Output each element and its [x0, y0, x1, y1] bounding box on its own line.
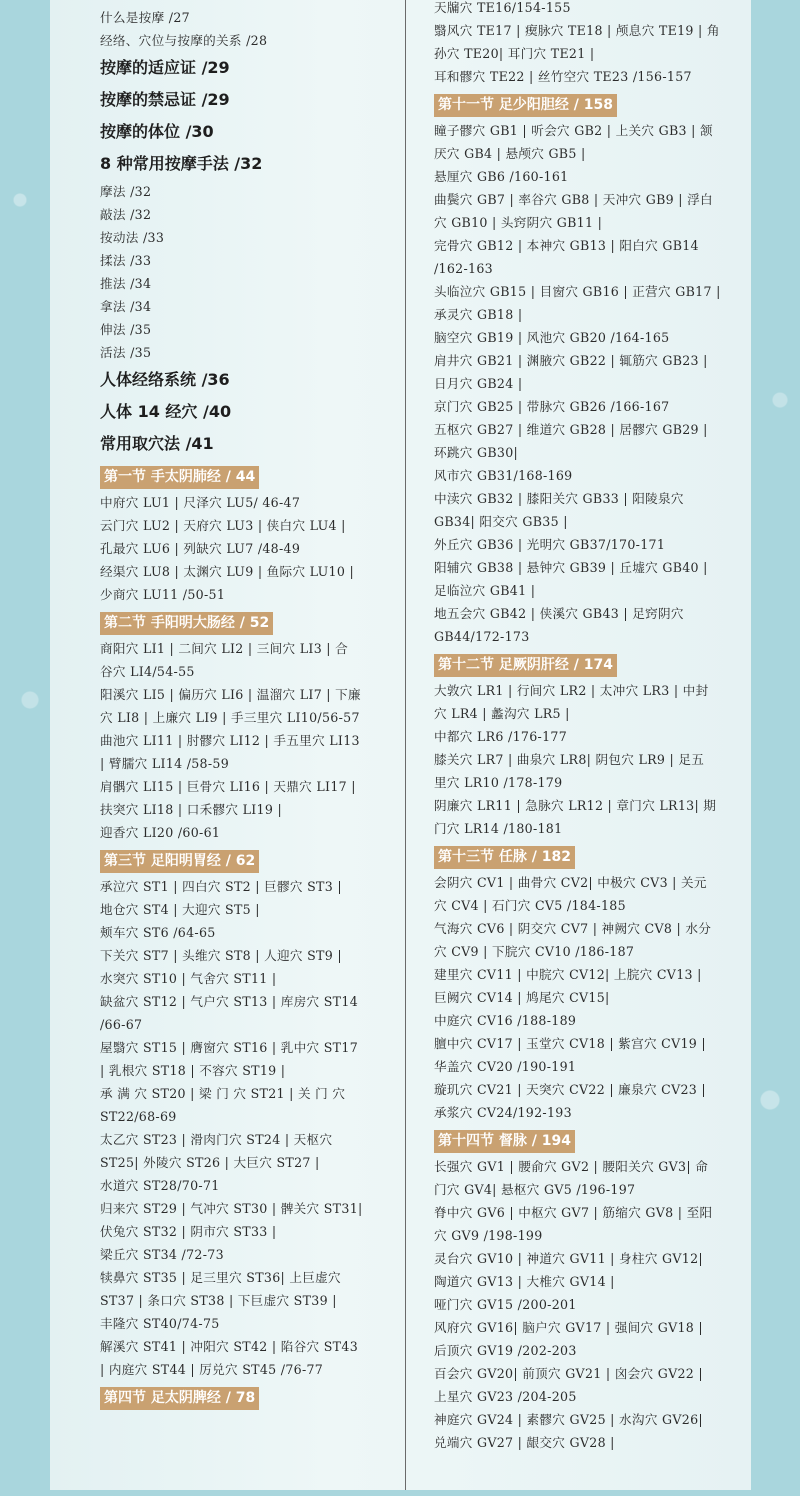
toc-entry[interactable]: ST25| 外陵穴 ST26 | 大巨穴 ST27 | [100, 1155, 320, 1170]
toc-entry[interactable]: 外丘穴 GB36 | 光明穴 GB37/170-171 [434, 537, 666, 552]
toc-entry[interactable]: 阳溪穴 LI5 | 偏历穴 LI6 | 温溜穴 LI7 | 下廉 [100, 687, 361, 702]
toc-entry[interactable]: 门穴 GV4| 悬枢穴 GV5 /196-197 [434, 1182, 636, 1197]
section-header-row [100, 606, 390, 637]
toc-entry[interactable]: 云门穴 LU2 | 天府穴 LU3 | 侠白穴 LU4 | [100, 518, 346, 533]
column-divider [405, 0, 406, 1490]
toc-entry[interactable]: 肩髃穴 LI15 | 巨骨穴 LI16 | 天鼎穴 LI17 | [100, 779, 356, 794]
toc-entry[interactable]: 瞳子髎穴 GB1 | 听会穴 GB2 | 上关穴 GB3 | 颔 [434, 123, 713, 138]
toc-entry[interactable]: 风府穴 GV16| 脑户穴 GV17 | 强间穴 GV18 | [434, 1320, 703, 1335]
section-header[interactable]: 第十三节 任脉 / 182 [434, 846, 575, 869]
toc-entry[interactable]: 什么是按摩 /27 [100, 10, 190, 25]
toc-entry[interactable]: 翳风穴 TE17 | 瘈脉穴 TE18 | 颅息穴 TE19 | 角 [434, 23, 720, 38]
toc-entry[interactable]: 穴 LR4 | 蠡沟穴 LR5 | [434, 706, 570, 721]
toc-entry[interactable]: 长强穴 GV1 | 腰俞穴 GV2 | 腰阳关穴 GV3| 命 [434, 1159, 709, 1174]
toc-topic-entry[interactable]: 按摩的禁忌证 /29 [100, 90, 230, 109]
toc-entry[interactable]: 环跳穴 GB30| [434, 445, 519, 460]
toc-topic-entry[interactable]: 人体经络系统 /36 [100, 370, 230, 389]
toc-entry[interactable]: 水道穴 ST28/70-71 [100, 1178, 220, 1193]
toc-entry[interactable]: 璇玑穴 CV21 | 天突穴 CV22 | 廉泉穴 CV23 | [434, 1082, 706, 1097]
toc-entry[interactable]: 孔最穴 LU6 | 列缺穴 LU7 /48-49 [100, 541, 301, 556]
toc-entry[interactable]: 解溪穴 ST41 | 冲阳穴 ST42 | 陷谷穴 ST43 [100, 1339, 359, 1354]
section-header[interactable]: 第三节 足阳明胃经 / 62 [100, 850, 259, 873]
toc-entry[interactable]: 承 满 穴 ST20 | 梁 门 穴 ST21 | 关 门 穴 [100, 1086, 346, 1101]
toc-entry[interactable]: 下关穴 ST7 | 头维穴 ST8 | 人迎穴 ST9 | [100, 948, 342, 963]
toc-entry[interactable]: 巨阙穴 CV14 | 鸠尾穴 CV15| [434, 990, 610, 1005]
toc-entry[interactable]: 哑门穴 GV15 /200-201 [434, 1297, 577, 1312]
toc-entry[interactable]: 活法 /35 [100, 345, 152, 360]
section-header-row [100, 460, 390, 491]
toc-entry[interactable]: 承浆穴 CV24/192-193 [434, 1105, 572, 1120]
toc-entry[interactable]: 膻中穴 CV17 | 玉堂穴 CV18 | 紫宫穴 CV19 | [434, 1036, 706, 1051]
toc-entry[interactable]: 神庭穴 GV24 | 素髎穴 GV25 | 水沟穴 GV26| [434, 1412, 703, 1427]
toc-entry[interactable]: 承泣穴 ST1 | 四白穴 ST2 | 巨髎穴 ST3 | [100, 879, 342, 894]
toc-entry[interactable]: 建里穴 CV11 | 中脘穴 CV12| 上脘穴 CV13 | [434, 967, 702, 982]
toc-entry[interactable]: 阳辅穴 GB38 | 悬钟穴 GB39 | 丘墟穴 GB40 | [434, 560, 708, 575]
toc-topic-entry[interactable]: 按摩的适应证 /29 [100, 58, 230, 77]
toc-entry[interactable]: 膝关穴 LR7 | 曲泉穴 LR8| 阴包穴 LR9 | 足五 [434, 752, 705, 767]
toc-topic-entry[interactable]: 常用取穴法 /41 [100, 434, 214, 453]
toc-entry[interactable]: 伏兔穴 ST32 | 阴市穴 ST33 | [100, 1224, 277, 1239]
toc-entry[interactable]: 揉法 /33 [100, 253, 152, 268]
section-header-row [100, 844, 390, 875]
toc-entry[interactable]: 脑空穴 GB19 | 风池穴 GB20 /164-165 [434, 330, 670, 345]
toc-entry[interactable]: ST37 | 条口穴 ST38 | 下巨虚穴 ST39 | [100, 1293, 337, 1308]
section-header-row [434, 1124, 724, 1155]
toc-entry[interactable]: 颊车穴 ST6 /64-65 [100, 925, 216, 940]
toc-entry[interactable]: GB34| 阳交穴 GB35 | [434, 514, 568, 529]
toc-entry[interactable]: 穴 CV4 | 石门穴 CV5 /184-185 [434, 898, 626, 913]
toc-entry[interactable]: /162-163 [434, 261, 493, 276]
toc-topic-entry[interactable]: 人体 14 经穴 /40 [100, 402, 232, 421]
toc-entry[interactable]: ST22/68-69 [100, 1109, 177, 1124]
toc-entry[interactable]: 按动法 /33 [100, 230, 165, 245]
toc-entry[interactable]: 商阳穴 LI1 | 二间穴 LI2 | 三间穴 LI3 | 合 [100, 641, 349, 656]
toc-topic-entry[interactable]: 按摩的体位 /30 [100, 122, 214, 141]
toc-entry[interactable]: 太乙穴 ST23 | 滑肉门穴 ST24 | 天枢穴 [100, 1132, 333, 1147]
toc-topic-entry[interactable]: 8 种常用按摩手法 /32 [100, 154, 263, 173]
toc-entry[interactable]: 风市穴 GB31/168-169 [434, 468, 573, 483]
toc-entry[interactable]: 后顶穴 GV19 /202-203 [434, 1343, 577, 1358]
toc-entry[interactable]: 耳和髎穴 TE22 | 丝竹空穴 TE23 /156-157 [434, 69, 692, 84]
toc-entry[interactable]: 兑端穴 GV27 | 龈交穴 GV28 | [434, 1435, 615, 1450]
section-header-row [434, 88, 724, 119]
toc-entry[interactable]: 归来穴 ST29 | 气冲穴 ST30 | 髀关穴 ST31| [100, 1201, 363, 1216]
toc-entry[interactable]: 会阴穴 CV1 | 曲骨穴 CV2| 中极穴 CV3 | 关元 [434, 875, 707, 890]
section-header[interactable]: 第十四节 督脉 / 194 [434, 1130, 575, 1153]
section-header-row [100, 1381, 390, 1412]
toc-entry[interactable]: 穴 GV9 /198-199 [434, 1228, 543, 1243]
toc-entry[interactable]: 日月穴 GB24 | [434, 376, 523, 391]
toc-entry[interactable]: 天牖穴 TE16/154-155 [434, 0, 571, 15]
toc-entry[interactable]: 里穴 LR10 /178-179 [434, 775, 563, 790]
toc-entry[interactable]: 灵台穴 GV10 | 神道穴 GV11 | 身柱穴 GV12| [434, 1251, 703, 1266]
toc-entry[interactable]: 气海穴 CV6 | 阴交穴 CV7 | 神阙穴 CV8 | 水分 [434, 921, 712, 936]
toc-entry[interactable]: 门穴 LR14 /180-181 [434, 821, 563, 836]
toc-entry[interactable]: 百会穴 GV20| 前顶穴 GV21 | 囟会穴 GV22 | [434, 1366, 703, 1381]
toc-entry[interactable]: 地仓穴 ST4 | 大迎穴 ST5 | [100, 902, 260, 917]
toc-entry[interactable]: 敲法 /32 [100, 207, 152, 222]
toc-entry[interactable]: | 乳根穴 ST18 | 不容穴 ST19 | [100, 1063, 286, 1078]
toc-entry[interactable]: 经络、穴位与按摩的关系 /28 [100, 33, 268, 48]
section-header[interactable]: 第十一节 足少阳胆经 / 158 [434, 94, 617, 117]
toc-entry[interactable]: 厌穴 GB4 | 悬颅穴 GB5 | [434, 146, 586, 161]
toc-entry[interactable]: 少商穴 LU11 /50-51 [100, 587, 226, 602]
toc-entry[interactable]: 犊鼻穴 ST35 | 足三里穴 ST36| 上巨虚穴 [100, 1270, 341, 1285]
toc-entry[interactable]: 阴廉穴 LR11 | 急脉穴 LR12 | 章门穴 LR13| 期 [434, 798, 717, 813]
toc-entry[interactable]: | 臂臑穴 LI14 /58-59 [100, 756, 230, 771]
toc-entry[interactable]: | 内庭穴 ST44 | 厉兑穴 ST45 /76-77 [100, 1362, 324, 1377]
toc-entry[interactable]: 经渠穴 LU8 | 太渊穴 LU9 | 鱼际穴 LU10 | [100, 564, 355, 579]
toc-entry[interactable]: 大敦穴 LR1 | 行间穴 LR2 | 太冲穴 LR3 | 中封 [434, 683, 709, 698]
toc-entry[interactable]: 华盖穴 CV20 /190-191 [434, 1059, 577, 1074]
toc-entry[interactable]: 头临泣穴 GB15 | 目窗穴 GB16 | 正营穴 GB17 | [434, 284, 721, 299]
toc-entry[interactable]: 水突穴 ST10 | 气舍穴 ST11 | [100, 971, 277, 986]
toc-entry[interactable]: 穴 LI8 | 上廉穴 LI9 | 手三里穴 LI10/56-57 [100, 710, 360, 725]
toc-left-column [100, 6, 390, 1496]
section-header[interactable]: 第一节 手太阴肺经 / 44 [100, 466, 259, 489]
toc-entry[interactable]: 扶突穴 LI18 | 口禾髎穴 LI19 | [100, 802, 282, 817]
toc-entry[interactable]: 陶道穴 GV13 | 大椎穴 GV14 | [434, 1274, 615, 1289]
toc-entry[interactable]: 曲鬓穴 GB7 | 率谷穴 GB8 | 天冲穴 GB9 | 浮白 [434, 192, 713, 207]
toc-entry[interactable]: 缺盆穴 ST12 | 气户穴 ST13 | 库房穴 ST14 [100, 994, 359, 1009]
toc-entry[interactable]: 承灵穴 GB18 | [434, 307, 523, 322]
toc-entry[interactable]: 谷穴 LI4/54-55 [100, 664, 195, 679]
section-header-row [434, 648, 724, 679]
toc-right-column [434, 0, 724, 1486]
toc-entry[interactable]: 丰隆穴 ST40/74-75 [100, 1316, 220, 1331]
toc-entry[interactable]: 京门穴 GB25 | 带脉穴 GB26 /166-167 [434, 399, 670, 414]
toc-entry[interactable]: GB44/172-173 [434, 629, 530, 644]
toc-entry[interactable]: 脊中穴 GV6 | 中枢穴 GV7 | 筋缩穴 GV8 | 至阳 [434, 1205, 713, 1220]
section-header[interactable]: 第二节 手阳明大肠经 / 52 [100, 612, 273, 635]
toc-entry[interactable]: 曲池穴 LI11 | 肘髎穴 LI12 | 手五里穴 LI13 [100, 733, 360, 748]
toc-entry[interactable]: 摩法 /32 [100, 184, 152, 199]
toc-entry[interactable]: 伸法 /35 [100, 322, 152, 337]
toc-entry[interactable]: 穴 GB10 | 头窍阴穴 GB11 | [434, 215, 603, 230]
toc-entry[interactable]: 中庭穴 CV16 /188-189 [434, 1013, 577, 1028]
toc-entry[interactable]: 拿法 /34 [100, 299, 152, 314]
section-header-row [434, 840, 724, 871]
toc-entry[interactable]: 中渎穴 GB32 | 膝阳关穴 GB33 | 阳陵泉穴 [434, 491, 684, 506]
toc-entry[interactable]: /66-67 [100, 1017, 143, 1032]
toc-entry[interactable]: 地五会穴 GB42 | 侠溪穴 GB43 | 足窍阴穴 [434, 606, 684, 621]
toc-entry[interactable]: 肩井穴 GB21 | 渊腋穴 GB22 | 辄筋穴 GB23 | [434, 353, 708, 368]
toc-entry[interactable]: 孙穴 TE20| 耳门穴 TE21 | [434, 46, 595, 61]
toc-entry[interactable]: 梁丘穴 ST34 /72-73 [100, 1247, 224, 1262]
toc-entry[interactable]: 穴 CV9 | 下脘穴 CV10 /186-187 [434, 944, 635, 959]
toc-entry[interactable]: 推法 /34 [100, 276, 152, 291]
toc-entry[interactable]: 五枢穴 GB27 | 维道穴 GB28 | 居髎穴 GB29 | [434, 422, 708, 437]
toc-entry[interactable]: 上星穴 GV23 /204-205 [434, 1389, 577, 1404]
toc-entry[interactable]: 中府穴 LU1 | 尺泽穴 LU5/ 46-47 [100, 495, 301, 510]
toc-entry[interactable]: 中都穴 LR6 /176-177 [434, 729, 568, 744]
toc-entry[interactable]: 迎香穴 LI20 /60-61 [100, 825, 221, 840]
toc-entry[interactable]: 完骨穴 GB12 | 本神穴 GB13 | 阳白穴 GB14 [434, 238, 699, 253]
toc-entry[interactable]: 足临泣穴 GB41 | [434, 583, 536, 598]
section-header[interactable]: 第十二节 足厥阴肝经 / 174 [434, 654, 617, 677]
toc-entry[interactable]: 屋翳穴 ST15 | 膺窗穴 ST16 | 乳中穴 ST17 [100, 1040, 359, 1055]
section-header[interactable]: 第四节 足太阴脾经 / 78 [100, 1387, 259, 1410]
toc-entry[interactable]: 悬厘穴 GB6 /160-161 [434, 169, 569, 184]
